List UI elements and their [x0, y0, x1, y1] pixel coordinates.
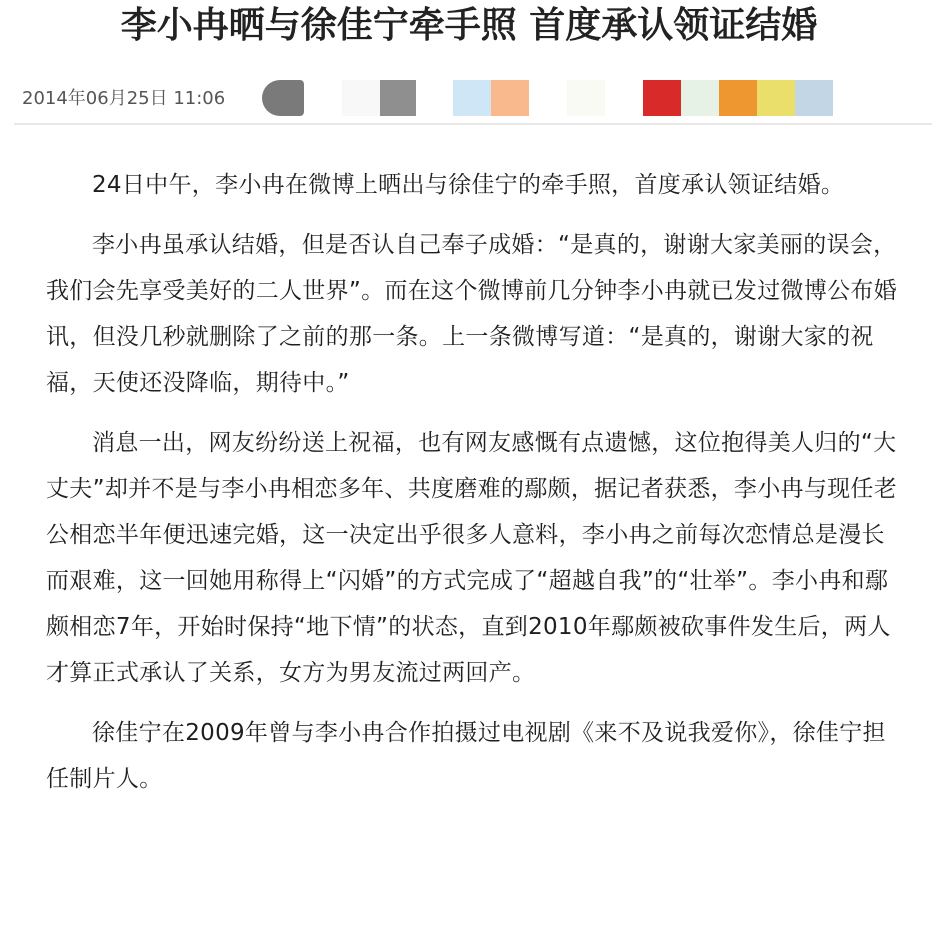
publish-timestamp: 2014年06月25日 11:06	[22, 88, 226, 109]
article-paragraph: 李小冉虽承认结婚，但是否认自己奉子成婚：“是真的，谢谢大家美丽的误会，我们会先享受美好的二人世界”。而在这个微博前几分钟李小冉就已发过微博公布婚讯，但没几秒就删除了之前的那一条。上一条微博写道：“是真的，谢谢大家的祝福，天使还没降临，期待中。”	[46, 232, 898, 396]
article-paragraph: 徐佳宁在2009年曾与李小冉合作拍摄过电视剧《来不及说我爱你》，徐佳宁担任制片人。	[46, 720, 886, 792]
article-title: 李小冉晒与徐佳宁牵手照 首度承认领证结婚	[120, 5, 818, 46]
share-icon-blurred[interactable]	[757, 80, 795, 116]
share-icon-blurred[interactable]	[342, 80, 380, 116]
share-icon-blurred[interactable]	[453, 80, 491, 116]
header-divider	[14, 123, 932, 125]
share-icon-blurred[interactable]	[643, 80, 681, 116]
share-icon-blurred[interactable]	[567, 80, 605, 116]
article-paragraph: 消息一出，网友纷纷送上祝福，也有网友感慨有点遗憾，这位抱得美人归的“大丈夫”却并不是与李小冉相恋多年、共度磨难的鄢颇，据记者获悉，李小冉与现任老公相恋半年便迅速完婚，这一决定出乎很多人意料，李小冉之前每次恋情总是漫长而艰难，这一回她用称得上“闪婚”的方式完成了“超越自我”的“壮举”。李小冉和鄢颇相恋7年，开始时保持“地下情”的状态，直到2010年鄢颇被砍事件发生后，两人才算正式承认了关系，女方为男友流过两回产。	[46, 430, 898, 686]
article-paragraph: 24日中午，李小冉在微博上晒出与徐佳宁的牵手照，首度承认领证结婚。	[92, 172, 845, 198]
share-icon-blurred[interactable]	[719, 80, 757, 116]
share-icon-blurred[interactable]	[380, 80, 416, 116]
share-icon-blurred[interactable]	[681, 80, 719, 116]
share-icon-blurred[interactable]	[262, 80, 304, 116]
meta-row	[0, 80, 938, 118]
article-body	[46, 162, 906, 816]
share-icon-blurred[interactable]	[795, 80, 833, 116]
share-icon-blurred[interactable]	[491, 80, 529, 116]
